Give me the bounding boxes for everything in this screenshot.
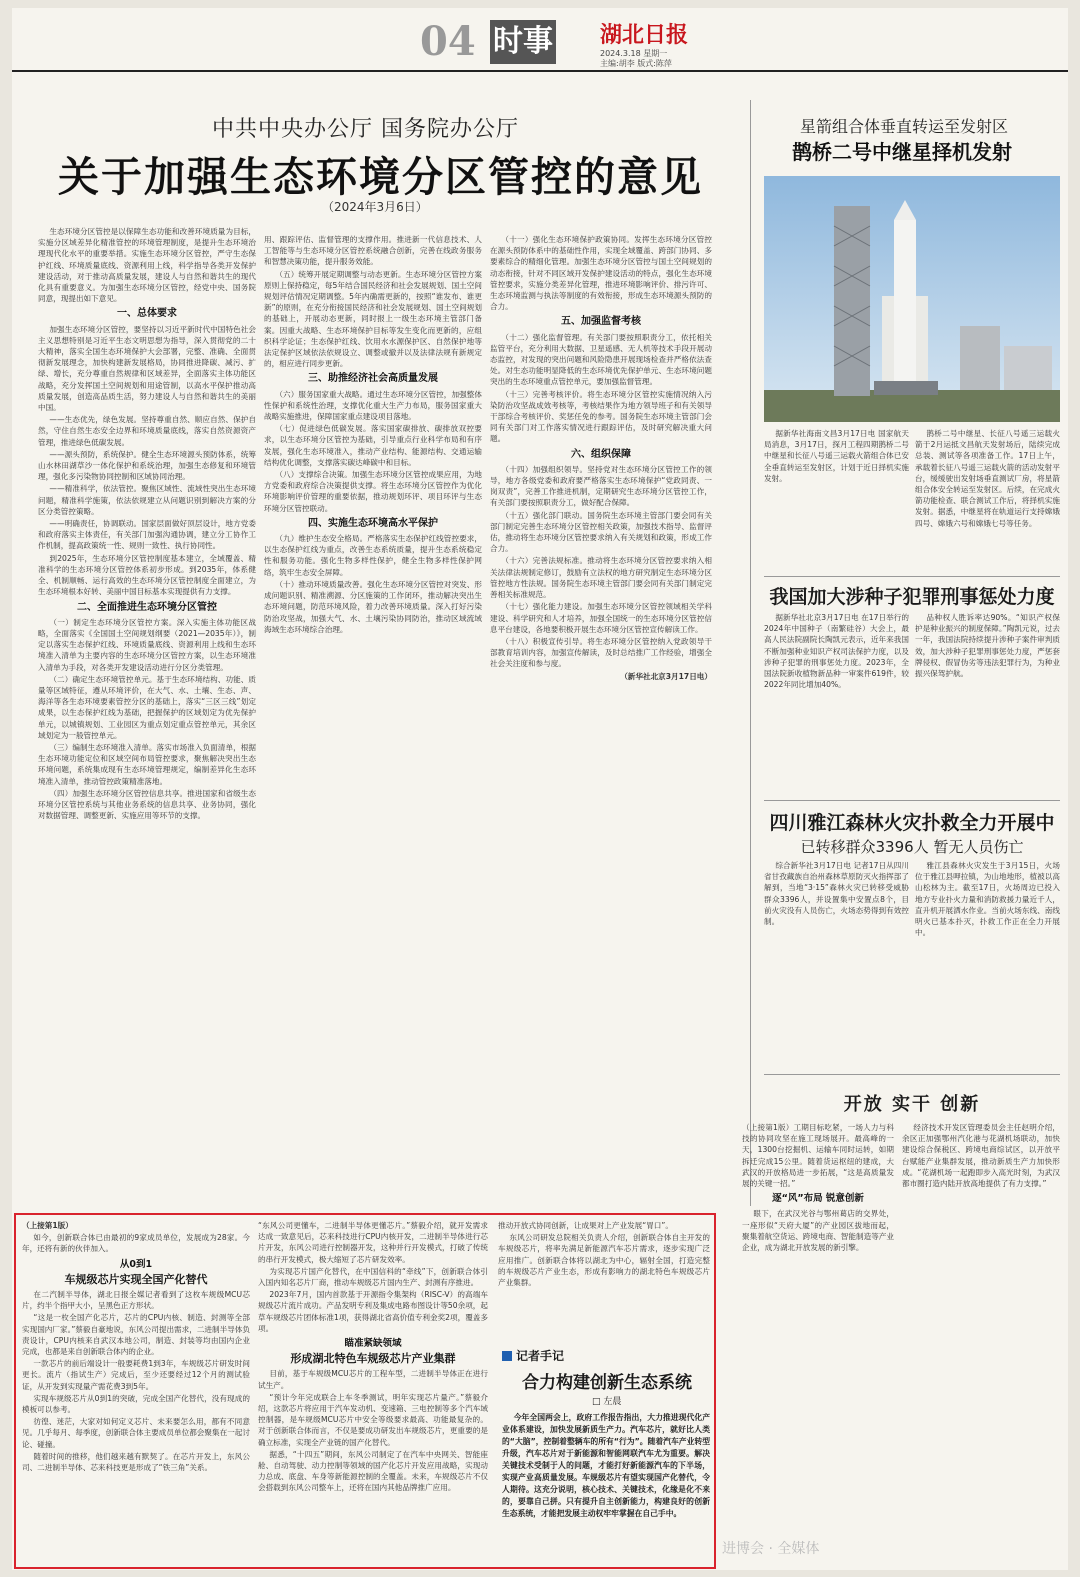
lead-intro: 生态环境分区管控是以保障生态功能和改善环境质量为目标，实施分区域差异化精准管控的环境管理制度，是提升生态环境治理现代化水平的重要举措。实施生态环境分区管控，严守生态保护红线、环境质量底线、资源利用上线，科学指导各类开发保护建设活动，对于推动高质量发展，建设人与自然和谐共生的现代化具有重要意义。为加强生态环境分区管控，经党中央、国务院同意，现提出如下意见。 <box>38 227 256 304</box>
lead-section-heading: 三、助推经济社会高质量发展 <box>308 373 438 385</box>
article-paragraph: 彷徨、迷茫，大家对如何定义芯片、未来要怎么用，都有不同意见。几乎每月、每季度，创新联合体主要成员单位都会聚集在一起讨论、碰撞。 <box>22 1417 250 1449</box>
open-body-b <box>902 1122 1060 1562</box>
divider <box>764 800 1060 801</box>
lead-paragraph: ——源头预防，系统保护。健全生态环境源头预防体系，统筹山水林田湖草沙一体化保护和系统治理，加强生态修复和环境管理，强化多污染物协同控制和区域协同治理。 <box>38 449 256 482</box>
lead-section-heading: 二、全面推进生态环境分区管控 <box>77 601 217 613</box>
lead-section-heading: 六、组织保障 <box>571 448 631 460</box>
lead-paragraph: （三）编制生态环境准入清单。落实市场准入负面清单，根据生态环境功能定位和区域空间布局管控要求，聚焦解决突出生态环境问题，系统集成现有生态环境管理规定，编制差异化生态环境准入清单，推动管控政策精准落地。 <box>38 742 256 786</box>
page-number: 04 <box>420 18 476 65</box>
divider <box>764 576 1060 577</box>
chips-column-2 <box>258 1220 488 1564</box>
masthead <box>12 8 1068 72</box>
issue-date: 2024.3.18 星期一 <box>600 49 668 58</box>
commentary-author: □ 左晨 <box>592 1397 622 1407</box>
watermark: 进博会 · 全媒体 <box>722 1541 820 1557</box>
lead-section-heading: 一、总体要求 <box>117 308 177 320</box>
article-subheading: 形成湖北特色车规级芯片产业集群 <box>290 1352 456 1366</box>
article-paragraph: 据悉，“十四五”期间，东风公司制定了在汽车中央网关、智能座舱、自动驾驶、动力控制等领域的国产化芯片开发应用战略，实现动力总成、底盘、车身等新能源控制的全覆盖。未来，车规级芯片不仅会搭载到东风公司整车上，还将在国内其他品牌推广应用。 <box>258 1449 488 1493</box>
chips-column-3 <box>498 1220 710 1344</box>
article-paragraph: 经济技术开发区管理委员会主任赵明介绍，余区正加强鄂州汽化港与花湖机场联动，加快建设综合保税区、跨境电商综试区，以开放平台赋能产业集群发展，推动新质生产力加快形成。“花湖机场一起跑即步入高光时刻，为武汉都市圈打造内陆开放高地提供了有力支撑。” <box>902 1123 1060 1189</box>
article-paragraph: 据新华社北京3月17日电 在17日举行的2024年中国种子（南繁硅谷）大会上，最高人民法院副院长陶凯元表示，近年来我国不断加强种业知识产权司法保护力度，以及涉种子犯罪的刑事惩处力度。2023年，全国法院新收植物新品种一审案件619件，较2022年同比增加40%。 <box>764 613 909 690</box>
seed-body-b <box>915 612 1060 796</box>
lead-paragraph: （九）维护生态安全格局。严格落实生态保护红线管控要求，以生态保护红线为重点，改善生态系统质量，提升生态系统稳定性和服务功能。强化生物多样性保护，健全生物多样性保护网络，筑牢生态安全屏障。 <box>264 534 482 577</box>
lead-paragraph: （十三）完善考核评价。将生态环境分区管控实施情况纳入污染防治攻坚战成效考核等，考核结果作为地方领导班子和有关领导干部综合考核评价、奖惩任免的参考。国务院生态环境主管部门会同有关部门对工作落实情况进行跟踪评估，及时研究解决重大问题。 <box>490 389 712 444</box>
chips-column-1 <box>22 1220 250 1564</box>
rocket-subhead: 星箭组合体垂直转运至发射区 <box>800 117 1009 136</box>
lead-paragraph: 用、跟踪评估、监督管理的支撑作用。推进新一代信息技术、人工智能等与生态环境分区管控系统融合创新，完善在线政务服务和智慧决策功能，提升服务效能。 <box>264 235 482 267</box>
lead-paragraph: （十八）积极宣传引导。将生态环境分区管控纳入党政领导干部教育培训内容，加强宣传解读，及时总结推广工作经验，增强全社会关注度和参与度。 <box>490 636 712 669</box>
article-paragraph: 实现车规级芯片从0到1的突破，完成全国产化替代，没有现成的模板可以参考。 <box>22 1393 250 1415</box>
article-paragraph: 2023年7月，国内首款基于开源指令集架构（RISC-V）的高端车规级芯片流片成功。产品发明专利及集成电路布图设计等50余项，起草车规级芯片团体标准1项，获得湖北省高价值专利金奖2项，覆盖多项。 <box>258 1290 488 1333</box>
seed-headline: 我国加大涉种子犯罪刑事惩处力度 <box>769 586 1055 608</box>
commentary-label <box>502 1347 622 1363</box>
article-subheading: 从0到1 <box>119 1258 153 1270</box>
article-subheading: 瞄准紧缺领域 <box>344 1338 402 1350</box>
lead-paragraph: ——精准科学，依法管控。聚焦区域性、流域性突出生态环境问题，精准科学施策，依法依规建立从问题识别到解决方案的分区分类管控策略。 <box>38 484 256 516</box>
article-paragraph: 为实现芯片国产化替代，在中国信科的“牵线”下，创新联合体引入国内知名芯片厂商，推动车规级芯片国内生产、封测有序推进。 <box>258 1266 488 1288</box>
article-paragraph: 一款芯片的前后端设计一般要耗费1到3年，车规级芯片研发时间更长。流片（指试生产）完成后，至少还要经过12个月的测试验证，从开发到实现量产需花费3到5年。 <box>22 1359 250 1391</box>
seed-body-a <box>764 612 909 796</box>
article-paragraph: 雅江县森林火灾发生于3月15日，火场位于雅江县呷拉镇，为山地地形，植被以高山松林为主。截至17日，火场周边已投入地方专业扑火力量和消防救援力量近千人，直升机开展洒水作业。当前火场东线、南线明火已基本扑灭，扑救工作正在全力开展中。 <box>915 861 1060 938</box>
lead-paragraph: （一）制定生态环境分区管控方案。深入实施主体功能区战略，全面落实《全国国土空间规划纲要（2021—2035年）》，制定以落实生态保护红线、环境质量底线、资源利用上线和生态环境准入清单为主要内容的生态环境分区管控方案，以生态环境准入清单为手段，对各类开发建设活动进行分区分类管理。 <box>38 617 256 672</box>
lead-section-heading: 四、实施生态环境高水平保护 <box>308 517 438 529</box>
article-paragraph: 品种权人胜诉率达90%。“知识产权保护是种业振兴的制度保障。”陶凯元说，过去一年，我国法院持续提升涉种子案件审判质效，加大涉种子犯罪刑事惩处力度，严惩套牌侵权、假冒伪劣等违法犯罪行为，为种业振兴保驾护航。 <box>915 613 1060 679</box>
divider <box>764 1074 1060 1075</box>
lead-column-3 <box>490 234 712 1194</box>
lead-paragraph: （十六）完善法规标准。推动将生态环境分区管控要求纳入相关法律法规制定修订，鼓励有立法权的地方研究制定生态环境分区管控地方性法规。国务院生态环境主管部门要会同有关部门制定完善相关标准规范。 <box>490 556 712 600</box>
lead-column-2 <box>264 234 482 1206</box>
lead-paragraph: （十七）强化能力建设。加强生态环境分区管控领域相关学科建设、科学研究和人才培养，加强全国统一的生态环境分区管控信息平台建设，各地要积极开展生态环境分区管控宣传解读工作。 <box>490 602 712 634</box>
article-subheading: 逐“风”布局 锐意创新 <box>772 1193 864 1205</box>
lead-paragraph: （十一）强化生态环境保护政策协同。发挥生态环境分区管控在源头预防体系中的基础性作用，实现全域覆盖、跨部门协同、多要素综合的精细化管理。加强生态环境分区管控与国土空间规划的动态衔接，针对不同区域开发保护建设活动的特点，强化生态环境管控要求，实施分类差异化管理，推进环境影响评价、排污许可、生态环境监测与执法等制度的有效衔接，形成生态环境源头预防的合力。 <box>490 235 712 312</box>
commentary-label-text: 记者手记 <box>516 1349 565 1363</box>
editor-credits: 主编:胡李 版式:陈萍 <box>600 59 672 68</box>
fire-body-b <box>915 860 1060 1068</box>
lead-paragraph: 加强生态环境分区管控，要坚持以习近平新时代中国特色社会主义思想特别是习近平生态文明思想为指导，深入贯彻党的二十大精神，落实全国生态环境保护大会部署，完整、准确、全面贯彻新发展理念，加快构建新发展格局，协同推进降碳、减污、扩绿、增长，充分尊重自然规律和区域差异，全面落实主体功能区战略，充分发挥国土空间规划和用途管制，以高水平保护推动高质量发展，创造高品质生活，努力建设人与自然和谐共生的美丽中国。 <box>38 324 256 413</box>
article-paragraph: 综合新华社3月17日电 记者17日从四川省甘孜藏族自治州森林草原防灭火指挥部了解到，当地“3·15”森林火灾已转移受威胁群众3396人，并设置集中安置点8个，目前火灾没有人员伤亡，火场态势得到有效控制。 <box>764 861 909 927</box>
article-paragraph: 如今，创新联合体已由最初的9家成员单位，发展成为28家。今年，还将有新的伙伴加入。 <box>22 1233 250 1254</box>
article-paragraph: 东风公司研发总院相关负责人介绍，创新联合体自主开发的车规级芯片，将率先满足新能源汽车芯片需求，逐步实现广泛应用推广。创新联合体将以湖北为中心，辐射全国，打造完整的车规级芯片产业生态，形成有影响力的湖北特色车规级芯片产业集群。 <box>498 1233 710 1288</box>
lead-paragraph: （四）加强生态环境分区管控信息共享。推进国家和省级生态环境分区管控系统与其他业务系统的信息共享、业务协同，强化对数据管理、调整更新、实施应用等环节的支撑。 <box>38 788 256 821</box>
lead-section-heading: 五、加强监督考核 <box>561 316 641 328</box>
lead-paragraph: （十）推动环境质量改善。强化生态环境分区管控对突发、形成问题识别、精准溯源、分区施策的工作闭环，推动解决突出生态环境问题，防范环境风险，着力改善环境质量。深入打好污染防治攻坚战，加强大气、水、土壤污染协同防治，推动区域流域海域生态环境综合治理。 <box>264 579 482 634</box>
lead-column-1 <box>38 226 256 1206</box>
article-subheading: 车规级芯片实现全国产化替代 <box>64 1272 208 1286</box>
lead-paragraph: （二）确定生态环境管控单元。基于生态环境结构、功能、质量等区域特征，遵从环境评价，在大气、水、土壤、生态、声、海洋等各生态环境要素管控分区的基础上，落实“三区三线”划定成果，以生态保护红线为基础，把握保护的区域划定为优先保护单元，以城镇规划、工业园区为重点划定重点管控单元，其余区域划定为一般管控单元。 <box>38 674 256 740</box>
lead-paragraph: 到2025年，生态环境分区管控制度基本建立，全域覆盖、精准科学的生态环境分区管控体系初步形成。到2035年，体系健全、机制顺畅、运行高效的生态环境分区管控制度全面建立，为生态环境根本好转、美丽中国目标基本实现提供有力支撑。 <box>38 553 256 597</box>
rocket-body-b <box>915 428 1060 574</box>
lead-paragraph: （十二）强化监督管理。有关部门要按照职责分工，依托相关监管平台，充分利用大数据、卫星遥感、无人机等技术手段开展动态监控，对发现的突出问题和风险隐患开展现场检查并严格依法查处。对生态功能明显降低的生态环境优先保护单元、生态环境问题突出的生态环境重点管控单元，要加强监督管理。 <box>490 332 712 387</box>
lead-headline: 关于加强生态环境分区管控的意见 <box>58 153 703 201</box>
article-paragraph: “这是一枚全国产化芯片，芯片的CPU内核、制造、封测等全部实现国内厂家。”蔡毅自豪地说，东风公司提出需求，二进制半导体负责设计，CPU内核来自武汉本地公司，制造、封装等均由国内企业完成，也都是来自创新联合体内的企业。 <box>22 1313 250 1357</box>
newspaper-page <box>12 8 1068 1570</box>
lead-kicker: 中共中央办公厅 国务院办公厅 <box>212 117 519 142</box>
lead-paragraph: ——生态优先，绿色发展。坚持尊重自然、顺应自然、保护自然，守住自然生态安全边界和环境质量底线，落实自然资源资产管理，推进绿色低碳发展。 <box>38 415 256 447</box>
open-body-a <box>742 1122 894 1562</box>
lead-paragraph: （八）支撑综合决策。加强生态环境分区管控成果应用，为地方党委和政府综合决策提供支撑。将生态环境分区管控作为优化环境影响评价管理的重要依据，推动规划环评、项目环评与生态环境分区管控联动。 <box>264 470 482 513</box>
article-paragraph: “东风公司更懂车，二进制半导体更懂芯片。”蔡毅介绍，就开发需求达成一致意见后，芯来科技进行CPU内核开发，二进制半导体进行芯片开发，东风公司进行控制器开发，这种并行开发模式，打破了传统的串行开发模式，极大缩短了芯片研发效率。 <box>258 1221 488 1264</box>
article-paragraph: 随着时间的推移，他们越来越有默契了。在芯片开发上，东风公司、二进制半导体、芯来科技更是形成了“铁三角”关系。 <box>22 1451 250 1473</box>
article-paragraph: 在二汽制半导体，湖北日报全媒记者看到了这枚车规级MCU芯片，约半个指甲大小，呈黑色正方形状。 <box>22 1290 250 1311</box>
article-paragraph: “预计今年完成联合上车冬季测试，明年实现芯片量产。”蔡毅介绍，这款芯片将应用于汽车发动机、变速箱、三电控制等多个汽车域控制器，是车规级MCU芯片中安全等级要求最高、功能最复杂的。对于创新联合体而言，不仅是要成功研发出车规级芯片，更重要的是确立标准，实现全产业链的国产化替代。 <box>258 1392 488 1447</box>
rocket-body-a <box>764 428 909 574</box>
section-label: 时事 <box>490 20 556 64</box>
article-paragraph: 眼下，在武汉光谷与鄂州葛店的交界处，一座形似“天府大厦”的产业园区拔地而起，聚集着航空货运、跨境电商、智能制造等产业企业，成为湖北开放发展的新引擎。 <box>742 1209 894 1253</box>
fire-subhead: 已转移群众3396人 暂无人员伤亡 <box>800 838 1024 856</box>
lead-credit: （新华社北京3月17日电） <box>620 671 712 681</box>
lead-paragraph: ——明确责任，协调联动。国家层面做好顶层设计，地方党委和政府落实主体责任，有关部门加强沟通协调，建立分工协作工作机制，提高政策统一性、规则一致性、执行协同性。 <box>38 519 256 551</box>
article-paragraph: 据新华社海南文昌3月17日电 国家航天局消息，3月17日，探月工程四期鹊桥二号中继星和长征八号遥三运载火箭组合体已安全垂直转运至发射区，计划于近日择机实施发射。 <box>764 429 909 483</box>
article-paragraph: 推动开放式协同创新，让成果对上产业发展“胃口”。 <box>498 1221 673 1230</box>
fire-body-a <box>764 860 909 1068</box>
continuation-label: （上接第1版） <box>22 1221 73 1230</box>
lead-paragraph: （五）统筹开展定期调整与动态更新。生态环境分区管控方案原则上保持稳定，每5年结合国民经济和社会发展规划、国土空间规划评估情况定期调整。5年内确需更新的，按照“谁发布、谁更新”的原则，在充分衔接国民经济和社会发展规划、国土空间规划的基础上，开展动态更新，同时报上一级生态环境主管部门备案。因重大战略、生态环境保护目标等发生变化而更新的，应组织科学论证；生态保护红线、饮用水水源保护区、自然保护地等法定保护区域依法依规设立、调整或撤并以及法律法规有新规定的，相应进行同步更新。 <box>264 269 482 369</box>
lead-paragraph: （六）服务国家重大战略。通过生态环境分区管控，加强整体性保护和系统性治理，支撑优化重大生产力布局，服务国家重大战略实施推进，保障国家重点建设项目落地。 <box>264 389 482 422</box>
article-paragraph: （上接第1版）工期目标吃紧，一场人力与科技的协同攻坚在施工现场展开。最高峰的一天，1300台挖掘机、运输车同时运转，如期拆迁完成15公里。随着货运枢纽的建成，大武汉的开放格局进一步拓展，“这是高质量发展的关键一招。” <box>742 1123 894 1189</box>
article-paragraph: 目前，基于车规级MCU芯片的工程车型，二进制半导体正在进行试生产。 <box>258 1369 488 1390</box>
label-square-icon <box>502 1351 512 1361</box>
lead-date: （2024年3月6日） <box>322 200 428 214</box>
rocket-headline: 鹊桥二号中继星择机发射 <box>792 140 1012 164</box>
column-divider <box>750 100 751 1206</box>
lead-paragraph: （七）促进绿色低碳发展。落实国家碳排放、碳排放双控要求，以生态环境分区管控为基础，引导重点行业科学布局和有序发展，强化生态环境准入，推动产业结构、能源结构、交通运输结构优化调整，支撑落实碳达峰碳中和目标。 <box>264 424 482 467</box>
paper-logo: 湖北日报 <box>600 22 689 48</box>
rocket-photo <box>764 176 1060 422</box>
lead-paragraph: （十五）强化部门联动。国务院生态环境主管部门要会同有关部门制定完善生态环境分区管控相关政策，加强技术指导、监督评估，推动将生态环境分区管控要求纳入有关规划和政策，形成工作合力。 <box>490 510 712 554</box>
article-paragraph: 鹊桥二号中继星、长征八号遥三运载火箭于2月运抵文昌航天发射场后，陆续完成总装、测试等各项准备工作。17日上午，承载着长征八号遥三运载火箭的活动发射平台，缓缓驶出发射场垂直测试厂房，将星箭组合体安全转运至发射区。后续，在完成火箭功能检查、联合测试工作后，将择机实施发射。据悉，中继星将在轨道运行支持嫦娥四号、嫦娥六号和嫦娥七号等任务。 <box>915 429 1060 528</box>
fire-headline: 四川雅江森林火灾扑救全力开展中 <box>769 812 1055 834</box>
commentary-title: 合力构建创新生态系统 <box>522 1373 692 1393</box>
lead-paragraph: （十四）加强组织领导。坚持党对生态环境分区管控工作的领导，地方各级党委和政府要严格落实生态环境保护“党政同责、一岗双责”，完善工作推进机制，定期研究生态环境分区管控工作，有关部门要按照职责分工，做好配合保障。 <box>490 464 712 508</box>
open-headline: 开放 实干 创新 <box>843 1094 981 1115</box>
commentary-body: 今年全国两会上，政府工作报告指出，大力推进现代化产业体系建设，加快发展新质生产力。汽车芯片，就好比人类的“大脑”，控制着整辆车的所有“行为”。随着汽车产业转型升级，汽车芯片对于新能源和智能网联汽车尤为重要。解决关键技术受制于人的问题，才能打好新能源汽车的下半场，实现产业高质量发展。车规级芯片有望实现国产化替代，令人期待。这充分说明，核心技术、关键技术，化缘是化不来的，要靠自己拼。只有提升自主创新能力，构建良好的创新生态系统，才能把发展主动权牢牢掌握在自己手中。 <box>502 1413 710 1518</box>
